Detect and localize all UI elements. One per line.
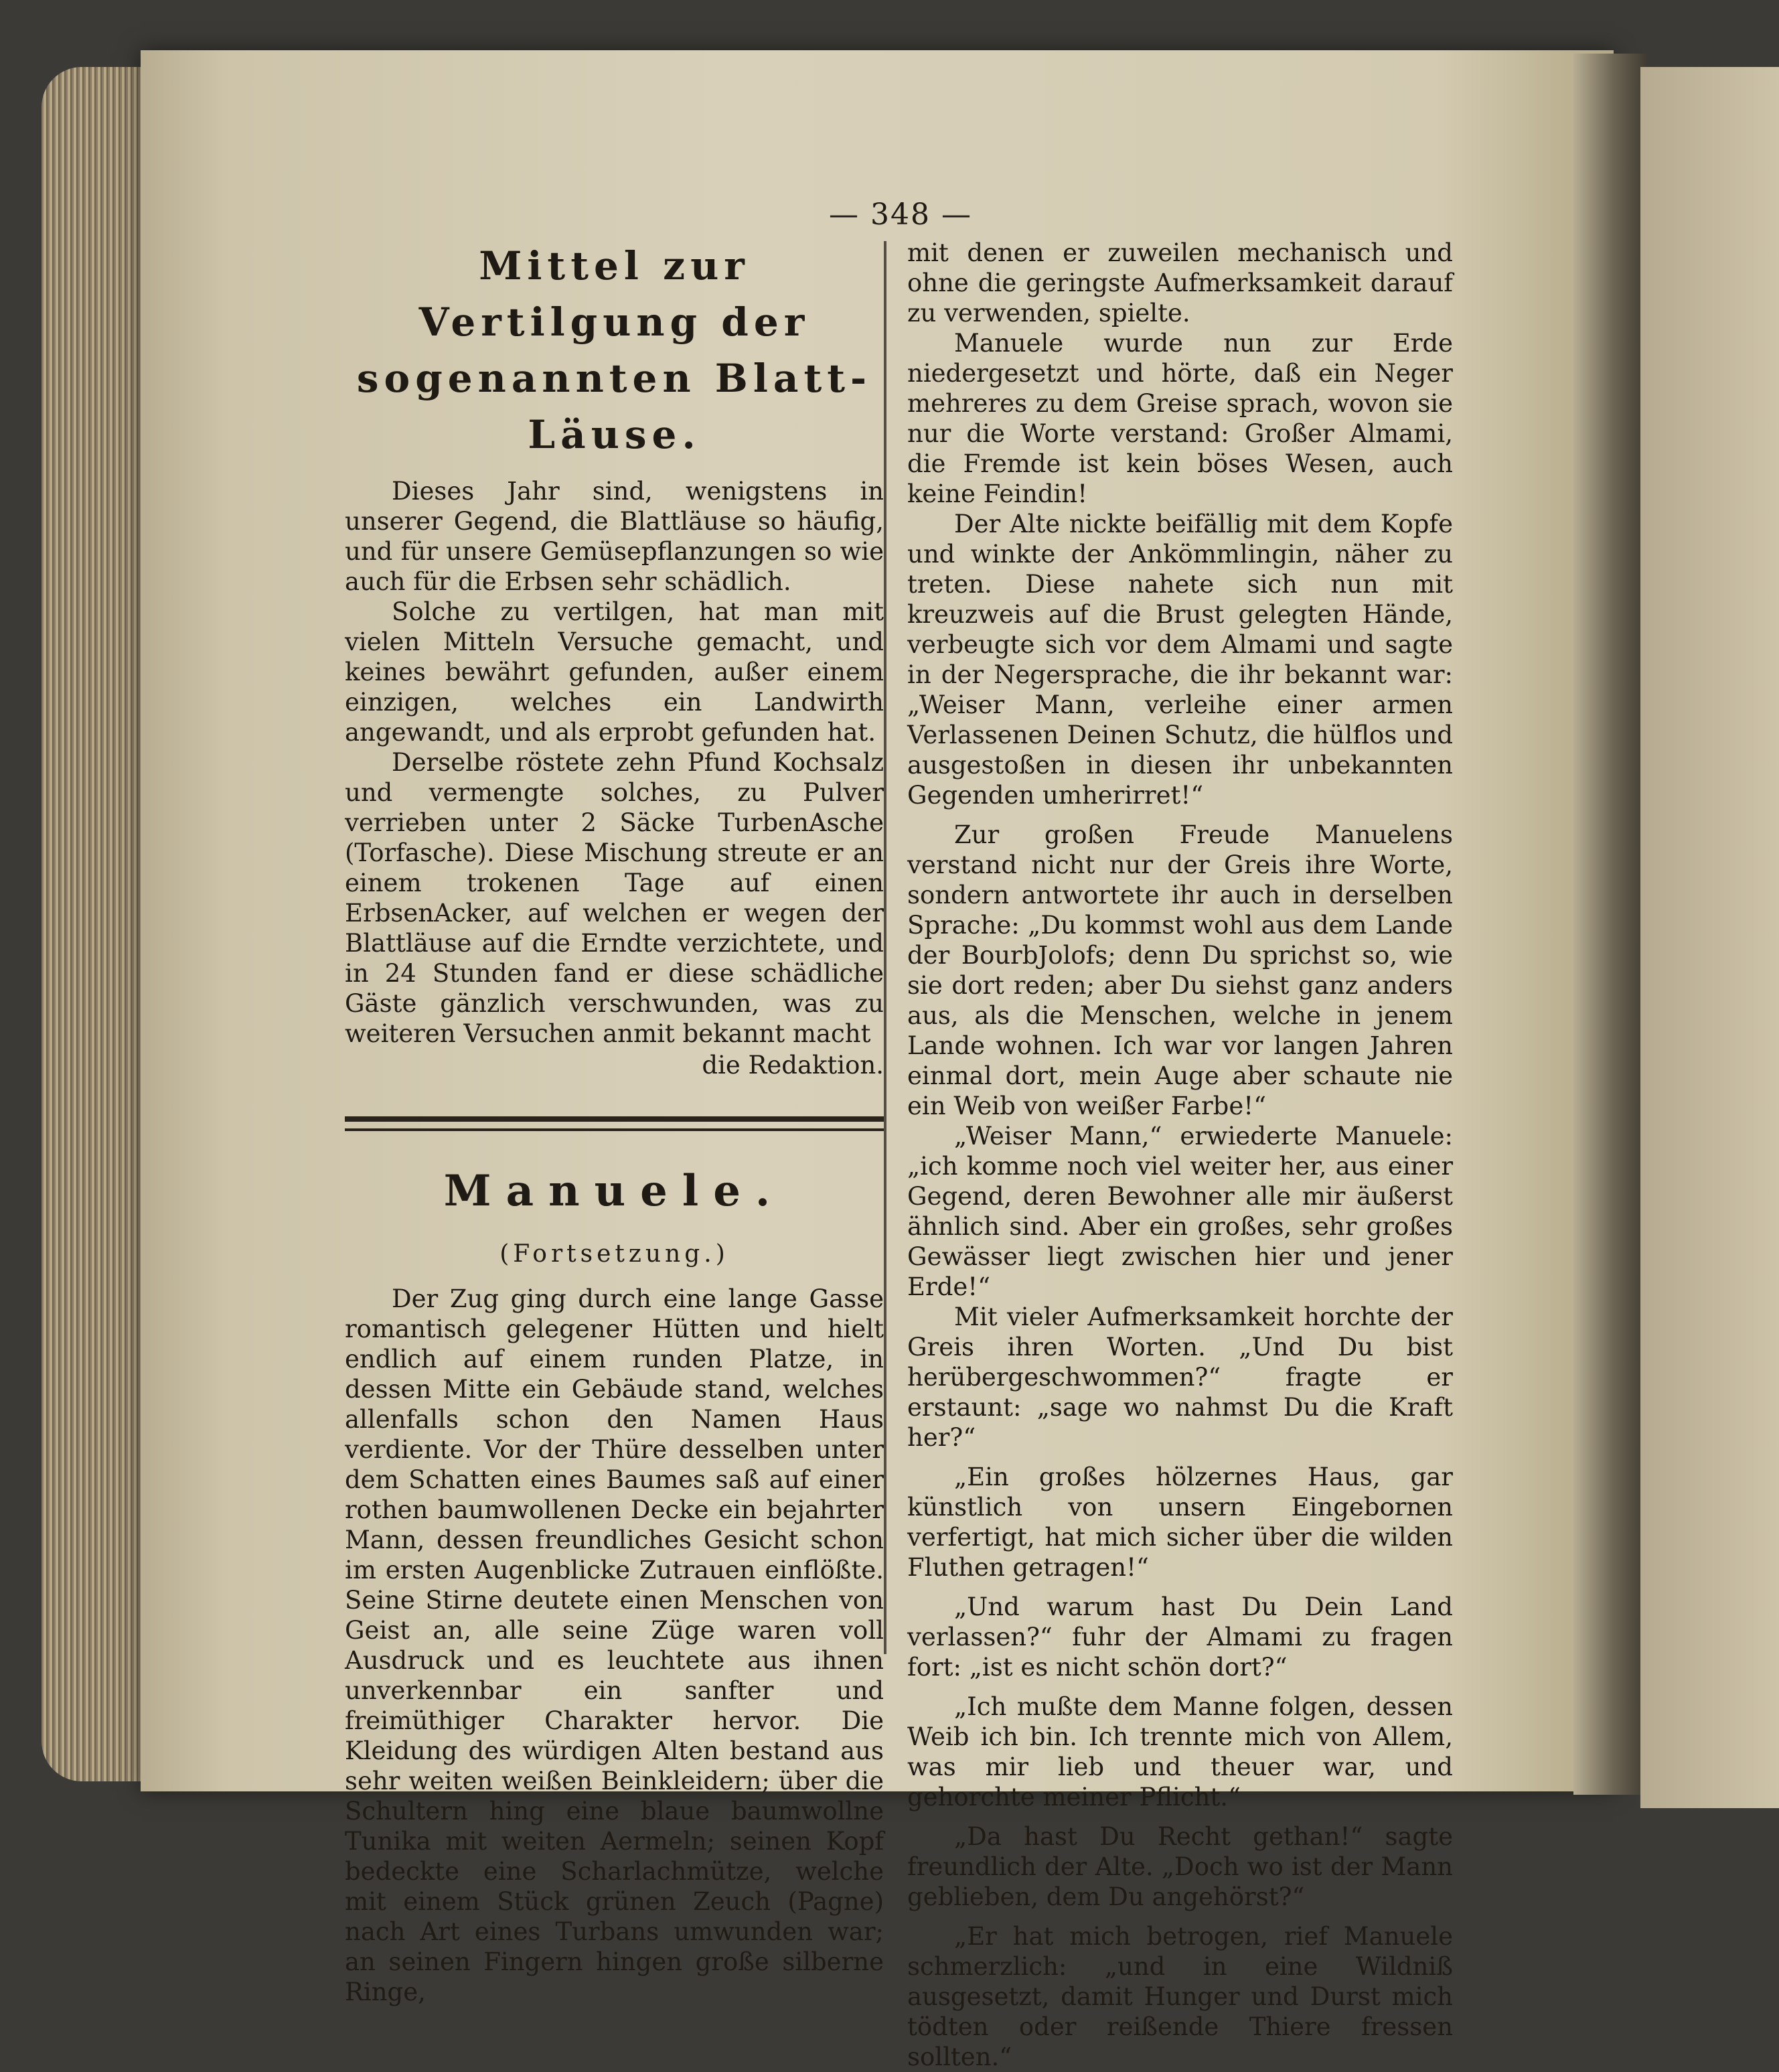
story-paragraph: „Er hat mich betrogen, rief Manuele schmerzlich: „und in eine Wildniß ausgesetzt, damit Hunger und Durst mich tödten oder reißende Thiere fressen sollten.“ bbox=[907, 1922, 1453, 2071]
article-title: Mittel zur Vertilgung der sogenannten Blatt-Läuse. bbox=[356, 243, 872, 457]
story-paragraph: Zur großen Freude Manuelens verstand nicht nur der Greis ihre Worte, sondern antwortete ihr auch in derselben Sprache: „Du kommst wohl aus dem Lande der BourbJolofs; denn Du sprichst so, wie sie dort reden; aber Du siehst ganz anders aus, als die Menschen, welche in jenem Lande wohnen. Ich war vor langen Jahren einmal dort, mein Auge aber schaute nie ein Weib von weißer Farbe!“ bbox=[907, 820, 1453, 1120]
page-number: — 348 — bbox=[829, 198, 972, 232]
column-rule bbox=[884, 241, 886, 1654]
story-paragraph: Manuele wurde nun zur Erde niedergesetzt und hörte, daß ein Neger mehreres zu dem Greise sprach, wovon sie nur die Worte verstand: Großer Almami, die Fremde ist kein böses Wesen, auch keine Feindin! bbox=[907, 329, 1453, 508]
story-paragraph: „Und warum hast Du Dein Land verlassen?“ fuhr der Almami zu fragen fort: „ist es nicht schön dort?“ bbox=[907, 1593, 1453, 1682]
article-signature: die Redaktion. bbox=[702, 1051, 884, 1080]
story-paragraph: „Da hast Du Recht gethan!“ sagte freundlich der Alte. „Doch wo ist der Mann geblieben, dem Du angehörst?“ bbox=[907, 1822, 1453, 1911]
right-column bbox=[907, 238, 1453, 2072]
article-paragraph: Solche zu vertilgen, hat man mit vielen Mitteln Versuche gemacht, und keines bewährt gefunden, außer einem einzigen, welches ein Landwirth angewandt, und als erprobt gefunden hat. bbox=[345, 597, 884, 747]
left-column bbox=[345, 238, 884, 2007]
story-paragraph: Der Alte nickte beifällig mit dem Kopfe und winkte der Ankömmlingin, näher zu treten. Diese nahete sich nun mit kreuzweis auf die Brust gelegten Hände, verbeugte sich vor dem Almami und sagte in der Negersprache, die ihr bekannt war: „Weiser Mann, verleihe einer armen Verlassenen Deinen Schutz, die hülflos und ausgestoßen in diesen ihr unbekannten Gegenden umherirret!“ bbox=[907, 510, 1453, 810]
story-paragraph: „Ein großes hölzernes Haus, gar künstlich von unsern Eingebornen verfertigt, hat mich sicher über die wilden Fluthen getragen!“ bbox=[907, 1463, 1453, 1582]
story-paragraph: „Weiser Mann,“ erwiederte Manuele: „ich komme noch viel weiter her, aus einer Gegend, deren Bewohner alle mir äußerst ähnlich sind. Aber ein großes, sehr großes Gewässer liegt zwischen hier und jener Erde!“ bbox=[907, 1122, 1453, 1301]
article-paragraph: Derselbe röstete zehn Pfund Kochsalz und vermengte solches, zu Pulver verrieben unter 2 Säcke TurbenAsche (Torfasche). Diese Mischung streute er an einem trokenen Tage auf einen ErbsenAcker, auf welchen er wegen der Blattläuse auf die Erndte verzichtete, und in 24 Stunden fand er diese schädliche Gäste gänzlich verschwunden, was zu weiteren Versuchen anmit bekannt macht bbox=[345, 748, 884, 1048]
book-page-edges bbox=[42, 67, 149, 1781]
facing-page-edge bbox=[1640, 67, 1779, 1808]
story-paragraph: mit denen er zuweilen mechanisch und ohne die geringste Aufmerksamkeit darauf zu verwenden, spielte. bbox=[907, 238, 1453, 327]
story-title: Manuele. bbox=[443, 1166, 785, 1216]
book-gutter bbox=[1573, 54, 1647, 1795]
story-paragraph: Der Zug ging durch eine lange Gasse romantisch gelegener Hütten und hielt endlich auf einem runden Platze, in dessen Mitte ein Gebäude stand, welches allenfalls schon den Namen Haus verdiente. Vor der Thüre desselben unter dem Schatten eines Baumes saß auf einer rothen baumwollenen Decke ein bejahrter Mann, dessen freundliches Gesicht schon im ersten Augenblicke Zutrauen einflößte. Seine Stirne deutete einen Menschen von Geist an, alle seine Züge waren voll Ausdruck und es leuchtete aus ihnen unverkennbar ein sanfter und freimüthiger Charakter hervor. Die Kleidung des würdigen Alten bestand aus sehr weiten weißen Beinkleidern; über die Schultern hing eine blaue baumwollne Tunika mit weiten Aermeln; seinen Kopf bedeckte eine Scharlachmütze, welche mit einem Stück grünen Zeuch (Pagne) nach Art eines Turbans umwunden war; an seinen Fingern hingen große silberne Ringe, bbox=[345, 1284, 884, 2006]
continuation-note: (Fortsetzung.) bbox=[499, 1240, 729, 1268]
story-paragraph: „Ich mußte dem Manne folgen, dessen Weib ich bin. Ich trennte mich von Allem, was mir lieb und theuer war, und gehorchte meiner Pflicht.“ bbox=[907, 1692, 1453, 1811]
story-paragraph: Mit vieler Aufmerksamkeit horchte der Greis ihren Worten. „Und Du bist herübergeschwommen?“ fragte er erstaunt: „sage wo nahmst Du die Kraft her?“ bbox=[907, 1303, 1453, 1452]
article-paragraph: Dieses Jahr sind, wenigstens in unserer Gegend, die Blattläuse so häufig, und für unsere Gemüsepflanzungen so wie auch für die Erbsen sehr schädlich. bbox=[345, 477, 884, 596]
section-divider bbox=[345, 1116, 884, 1131]
